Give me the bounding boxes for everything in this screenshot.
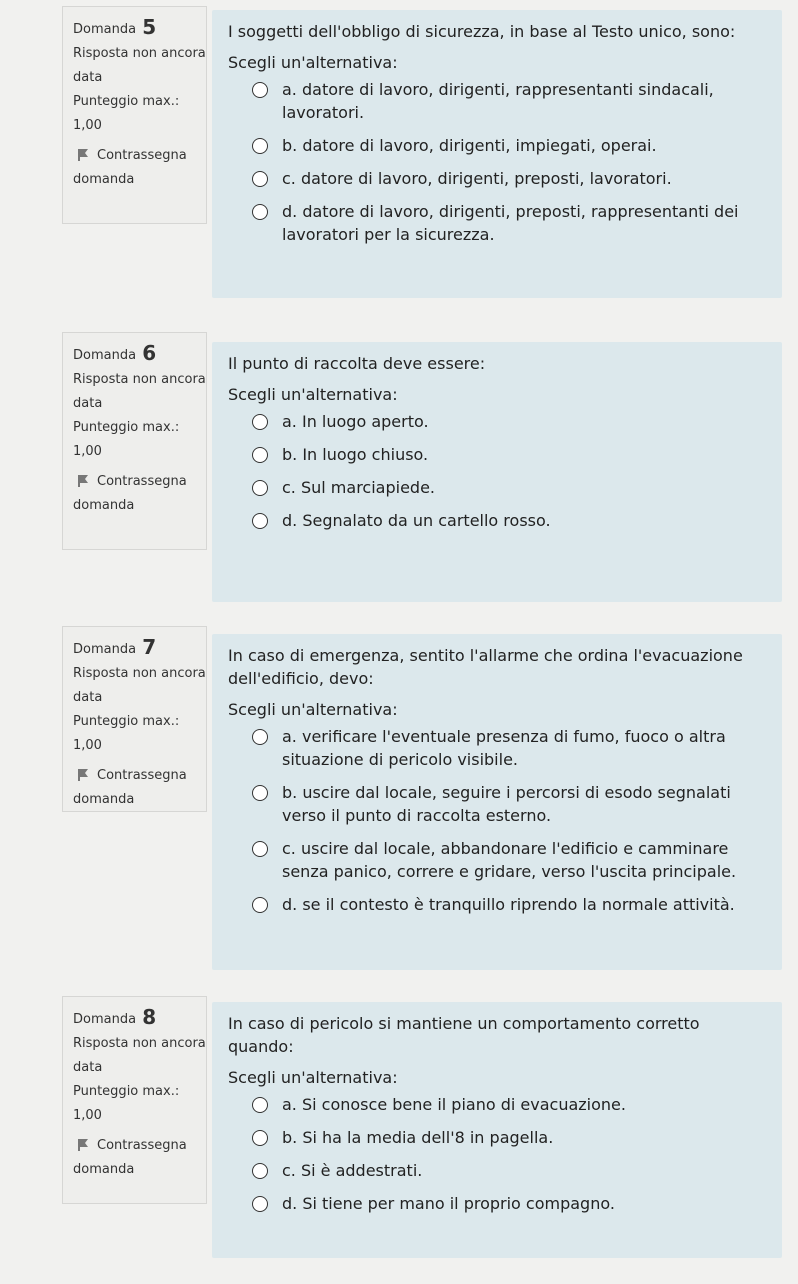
flag-icon: [77, 768, 89, 781]
question-number: [73, 15, 206, 42]
question-text: I soggetti dell'obbligo di sicurezza, in base al Testo unico, sono:: [228, 22, 736, 41]
radio-button[interactable]: [252, 785, 268, 801]
answer-option[interactable]: [228, 78, 768, 124]
radio-button[interactable]: [252, 171, 268, 187]
question-text: In caso di emergenza, sentito l'allarme che ordina l'evacuazione dell'edificio, devo:: [228, 646, 743, 688]
option-label: b. uscire dal locale, seguire i percorsi di esodo segnalati verso il punto di raccolta esterno.: [282, 783, 731, 825]
flag-label: Contrassegna domanda: [73, 148, 187, 187]
answer-prompt: Scegli un'alternativa:: [228, 1068, 398, 1087]
option-label: a. Si conosce bene il piano di evacuazione.: [282, 1095, 626, 1114]
question-status: Risposta non ancora data: [73, 46, 206, 85]
max-score-label: Punteggio max.:: [73, 714, 180, 729]
question-content: [212, 634, 782, 970]
radio-button[interactable]: [252, 480, 268, 496]
answer-option[interactable]: [228, 167, 768, 190]
option-label: d. se il contesto è tranquillo riprendo la normale attività.: [282, 895, 735, 914]
option-label: c. Si è addestrati.: [282, 1161, 423, 1180]
answer-option[interactable]: [228, 476, 768, 499]
answer-option[interactable]: [228, 509, 768, 532]
question-text: Il punto di raccolta deve essere:: [228, 354, 486, 373]
answer-prompt: Scegli un'alternativa:: [228, 385, 398, 404]
radio-button[interactable]: [252, 82, 268, 98]
question-info: [62, 332, 207, 550]
option-label: b. datore di lavoro, dirigenti, impiegati, operai.: [282, 136, 657, 155]
question-info: [62, 996, 207, 1204]
option-label: a. verificare l'eventuale presenza di fumo, fuoco o altra situazione di pericolo visibile.: [282, 727, 726, 769]
answer-option[interactable]: [228, 1159, 768, 1182]
question-label: Domanda: [73, 22, 137, 37]
question-number: [73, 635, 206, 662]
question-content: [212, 10, 782, 298]
question-label: Domanda: [73, 1012, 137, 1027]
option-label: d. Segnalato da un cartello rosso.: [282, 511, 551, 530]
option-label: a. datore di lavoro, dirigenti, rappresentanti sindacali, lavoratori.: [282, 80, 714, 122]
option-label: a. In luogo aperto.: [282, 412, 429, 431]
max-score-label: Punteggio max.:: [73, 420, 180, 435]
flag-label: Contrassegna domanda: [73, 474, 187, 513]
question-number: [73, 1005, 206, 1032]
question-text: In caso di pericolo si mantiene un comportamento corretto quando:: [228, 1014, 700, 1056]
radio-button[interactable]: [252, 841, 268, 857]
flag-question-link[interactable]: [73, 144, 206, 192]
flag-question-link[interactable]: [73, 470, 206, 518]
radio-button[interactable]: [252, 1130, 268, 1146]
question-number-value: 6: [142, 341, 157, 365]
answer-option[interactable]: [228, 1192, 768, 1215]
question-content: [212, 1002, 782, 1258]
flag-label: Contrassegna domanda: [73, 1138, 187, 1177]
max-score-value: 1,00: [73, 738, 102, 753]
option-label: c. Sul marciapiede.: [282, 478, 435, 497]
max-score-value: 1,00: [73, 444, 102, 459]
question-number: [73, 341, 206, 368]
max-score-label: Punteggio max.:: [73, 1084, 180, 1099]
radio-button[interactable]: [252, 729, 268, 745]
radio-button[interactable]: [252, 447, 268, 463]
answer-option[interactable]: [228, 893, 768, 916]
option-label: d. datore di lavoro, dirigenti, preposti, rappresentanti dei lavoratori per la sicurezza.: [282, 202, 739, 244]
question-label: Domanda: [73, 642, 137, 657]
answer-option[interactable]: [228, 1093, 768, 1116]
question-number-value: 5: [142, 15, 157, 39]
answer-option[interactable]: [228, 781, 768, 827]
answer-option[interactable]: [228, 725, 768, 771]
question-status: Risposta non ancora data: [73, 666, 206, 705]
radio-button[interactable]: [252, 513, 268, 529]
question-info: [62, 626, 207, 812]
option-label: d. Si tiene per mano il proprio compagno.: [282, 1194, 615, 1213]
question-status: Risposta non ancora data: [73, 372, 206, 411]
option-label: b. In luogo chiuso.: [282, 445, 429, 464]
question-number-value: 8: [142, 1005, 157, 1029]
radio-button[interactable]: [252, 1163, 268, 1179]
max-score-value: 1,00: [73, 1108, 102, 1123]
radio-button[interactable]: [252, 1097, 268, 1113]
question-status: Risposta non ancora data: [73, 1036, 206, 1075]
option-label: c. uscire dal locale, abbandonare l'edificio e camminare senza panico, correre e gridare, verso l'uscita principale.: [282, 839, 737, 881]
radio-button[interactable]: [252, 138, 268, 154]
answer-option[interactable]: [228, 1126, 768, 1149]
question-number-value: 7: [142, 635, 157, 659]
flag-label: Contrassegna domanda: [73, 768, 187, 807]
question-content: [212, 342, 782, 602]
answer-option[interactable]: [228, 443, 768, 466]
answer-option[interactable]: [228, 134, 768, 157]
flag-icon: [77, 148, 89, 161]
option-label: c. datore di lavoro, dirigenti, preposti, lavoratori.: [282, 169, 672, 188]
option-label: b. Si ha la media dell'8 in pagella.: [282, 1128, 554, 1147]
flag-question-link[interactable]: [73, 1134, 206, 1182]
max-score-label: Punteggio max.:: [73, 94, 180, 109]
flag-icon: [77, 1138, 89, 1151]
flag-icon: [77, 474, 89, 487]
flag-question-link[interactable]: [73, 764, 206, 812]
answer-option[interactable]: [228, 200, 768, 246]
max-score-value: 1,00: [73, 118, 102, 133]
answer-prompt: Scegli un'alternativa:: [228, 53, 398, 72]
question-label: Domanda: [73, 348, 137, 363]
radio-button[interactable]: [252, 897, 268, 913]
radio-button[interactable]: [252, 1196, 268, 1212]
answer-option[interactable]: [228, 837, 768, 883]
question-info: [62, 6, 207, 224]
radio-button[interactable]: [252, 204, 268, 220]
answer-prompt: Scegli un'alternativa:: [228, 700, 398, 719]
radio-button[interactable]: [252, 414, 268, 430]
answer-option[interactable]: [228, 410, 768, 433]
